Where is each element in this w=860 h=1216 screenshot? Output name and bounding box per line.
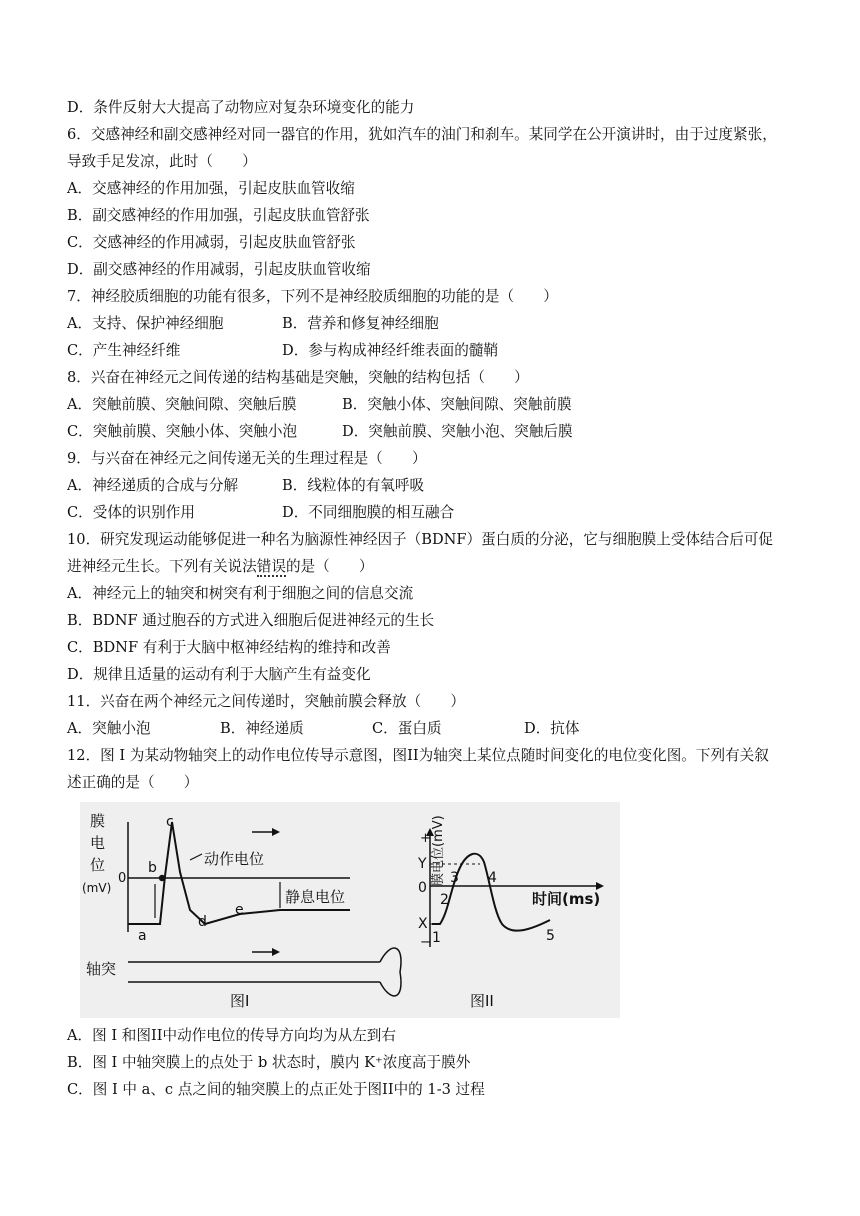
q10-emphasis-wrong: 错误 (256, 558, 286, 575)
q9-option-b: B．线粒体的有氧呼吸 (282, 477, 425, 494)
q12-stem-line1: 12．图 I 为某动物轴突上的动作电位传导示意图，图II为轴突上某位点随时间变化的电位变化图。下列有关叙 (67, 747, 769, 764)
q8-option-a: A．突触前膜、突触间隙、突触后膜 (67, 396, 297, 413)
fig2-point-2: 2 (440, 892, 449, 908)
fig1-point-a: a (138, 928, 147, 944)
fig1-axon-label: 轴突 (86, 960, 117, 978)
fig2-xlabel: 时间(ms) (532, 890, 601, 908)
q10-option-b: B．BDNF 通过胞吞的方式进入细胞后促进神经元的生长 (67, 612, 435, 629)
fig2-point-3: 3 (450, 870, 459, 886)
fig1-ylabel-2: 位 (90, 856, 106, 874)
figure1 (82, 812, 401, 1010)
q9-option-a: A．神经递质的合成与分解 (67, 477, 239, 494)
fig1-zero: 0 (118, 871, 127, 886)
q7-stem: 7．神经胶质细胞的功能有很多，下列不是神经胶质细胞的功能的是（ ） (67, 288, 558, 305)
fig1-point-c: c (166, 814, 174, 830)
q9-stem: 9．与兴奋在神经元之间传递无关的生理过程是（ ） (67, 450, 427, 467)
q11-option-d: D．抗体 (524, 720, 580, 737)
q12-figure (80, 802, 620, 1018)
q11-stem: 11．兴奋在两个神经元之间传递时，突触前膜会释放（ ） (67, 693, 466, 710)
q11-option-b: B．神经递质 (220, 720, 304, 737)
q9-option-d: D．不同细胞膜的相互融合 (282, 504, 455, 521)
fig2-minus: − (420, 935, 431, 950)
q6-option-a: A．交感神经的作用加强，引起皮肤血管收缩 (67, 180, 355, 197)
q6-option-c: C．交感神经的作用减弱，引起皮肤血管舒张 (67, 234, 356, 251)
fig2-point-4: 4 (488, 870, 497, 886)
fig2-ylabel: 膜电位(mV) (431, 815, 446, 886)
q10-stem-line2: 进神经元生长。下列有关说法错误的是（ ） (67, 558, 374, 575)
fig1-ap-pointer (190, 854, 202, 860)
q12-stem-line2: 述正确的是（ ） (67, 774, 199, 791)
fig2-x-mark: X (418, 916, 428, 932)
fig2-plus: + (420, 831, 431, 846)
q12-option-c: C．图 I 中 a、c 点之间的轴突膜上的点正处于图II中的 1-3 过程 (67, 1081, 485, 1098)
fig1-point-b: b (148, 860, 157, 876)
q8-option-b: B．突触小体、突触间隙、突触前膜 (342, 396, 572, 413)
q12-option-b: B．图 I 中轴突膜上的点处于 b 状态时，膜内 K⁺浓度高于膜外 (67, 1054, 471, 1071)
q11-option-c: C．蛋白质 (372, 720, 442, 737)
q8-option-c: C．突触前膜、突触小体、突触小泡 (67, 423, 298, 440)
q7-option-b: B．营养和修复神经细胞 (282, 315, 439, 332)
q6-option-d: D．副交感神经的作用减弱，引起皮肤血管收缩 (67, 261, 371, 278)
q6-stem-line2: 导致手足发凉，此时（ ） (67, 153, 257, 170)
q10-stem-line1: 10．研究发现运动能够促进一种名为脑源性神经因子（BDNF）蛋白质的分泌，它与细胞膜上受体结合后可促 (67, 531, 774, 548)
fig2-y-mark: Y (418, 856, 427, 872)
q6-stem-line1: 6．交感神经和副交感神经对同一器官的作用，犹如汽车的油门和刹车。某同学在公开演讲时，由于过度紧张， (67, 126, 777, 143)
q10-option-a: A．神经元上的轴突和树突有利于细胞之间的信息交流 (67, 585, 414, 602)
fig1-arrow-axon-head (272, 948, 280, 956)
fig2-point-1: 1 (432, 930, 441, 946)
fig1-point-e: e (235, 902, 244, 918)
fig1-point-d: d (198, 914, 207, 930)
q8-stem: 8．兴奋在神经元之间传递的结构基础是突触，突触的结构包括（ ） (67, 369, 529, 386)
q5-option-d: D．条件反射大大提高了动物应对复杂环境变化的能力 (67, 99, 415, 116)
q7-option-a: A．支持、保护神经细胞 (67, 315, 224, 332)
figure2 (417, 815, 604, 1010)
q8-option-d: D．突触前膜、突触小泡、突触后膜 (342, 423, 573, 440)
q12-option-a: A．图 I 和图II中动作电位的传导方向均为从左到右 (67, 1027, 396, 1044)
fig1-axon-end (380, 948, 401, 996)
fig1-ylabel-1: 电 (90, 834, 106, 852)
q10-option-d: D．规律且适量的运动有利于大脑产生有益变化 (67, 666, 371, 683)
q11-option-a: A．突触小泡 (67, 720, 151, 737)
fig1-ylabel-3: (mV) (82, 881, 112, 895)
q6-option-b: B．副交感神经的作用加强，引起皮肤血管舒张 (67, 207, 370, 224)
q10-option-c: C．BDNF 有利于大脑中枢神经结构的维持和改善 (67, 639, 391, 656)
q7-option-c: C．产生神经纤维 (67, 342, 181, 359)
q12-figure-svg (80, 802, 620, 1018)
fig2-zero: 0 (418, 880, 427, 896)
fig1-resting-potential: 静息电位 (285, 888, 346, 906)
fig1-arrow-top-head (272, 828, 280, 836)
q7-option-d: D．参与构成神经纤维表面的髓鞘 (282, 342, 499, 359)
q9-option-c: C．受体的识别作用 (67, 504, 195, 521)
fig1-point-b-dot (159, 875, 165, 881)
fig1-caption: 图I (230, 992, 250, 1010)
fig1-ylabel-0: 膜 (90, 812, 106, 830)
fig1-action-potential: 动作电位 (204, 850, 265, 868)
fig2-x-arrowhead (596, 882, 604, 890)
fig2-caption: 图II (470, 992, 494, 1010)
fig2-point-5: 5 (546, 928, 555, 944)
